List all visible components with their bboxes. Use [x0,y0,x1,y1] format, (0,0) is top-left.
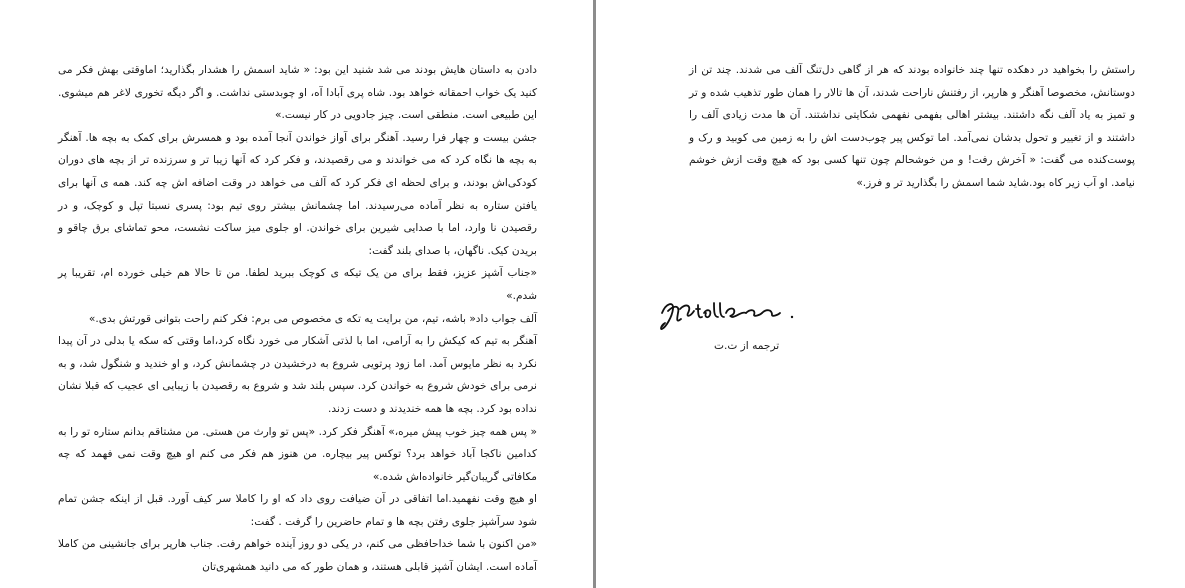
paragraph: دادن به داستان هایش بودند می شد شنید این بود: « شاید اسمش را هشدار بگذارید؛ اماوقتی بهش فکر می کنید یک خواب احمقانه خواهد بود. شاه پری آبادا آه، او چوبدستی نداشت. و اگر دیگه تخوری لاغر هم میشوی. این طبیعی است. منطقی است. چیز جادویی در کار نیست.» [58,64,537,122]
paragraph: جشن بیست و چهار فرا رسید. آهنگر برای آواز خواندن آنجا آمده بود و همسرش برای کمک به بچه ها. آهنگر به بچه ها نگاه کرد که می خواندند و می رقصیدند، و فکر کرد که آنها زیبا تر و سرزنده تر از بچه های دوران کودکی‌اش بودند، و برای لحظه ای فکر کرد که آلف می خواهد در وقت اضافه اش چه کند. همه ی آنها برای یافتن ستاره به نظر آماده می‌رسیدند. اما چشمانش بیشتر روی تیم بود: پسری نسبتا تپل و کوچک، و در رقصیدن نا وارد، اما با صدایی شیرین برای خواندن. او جلوی میز ساکت نشست، محو تماشای برق چاقو و بریدن کیک. ناگهان، با صدای بلند گفت: [58,131,537,257]
paragraph: او هیچ وقت نفهمید.اما اتفاقی در آن ضیافت روی داد که او را کاملا سر کیف آورد. قبل از اینکه جشن تمام شود سرآشپز جلوی رفتن بچه ها و تمام حاضرین را گرفت . گفت: [58,493,537,528]
paragraph: آلف جواب داد« باشه، تیم، من برایت یه تکه ی مخصوص می برم: فکر کنم راحت بتوانی قورتش بدی.» [88,312,537,325]
paragraph: «جناب آشپز عزیز، فقط برای من یک تیکه ی کوچک ببرید لطفا. من تا حالا هم خیلی خورده ام، تقریبا پر شدم.» [58,267,537,302]
paragraph: راستش را بخواهید در دهکده تنها چند خانواده بودند که هر از گاهی دل‌تنگ آلف می شدند. چند تن از دوستانش، مخصوصا آهنگر و هارپر، از رفتنش ناراحت شدند، آن ها تالار را همان طور تذهیب شده و تر و تمیز به یاد آلف نگه داشتند. بیشتر اهالی بفهمی نفهمی شکایتی نداشتند. آن ها مدت زیادی آلف را داشتند و از تغییر و تحول بدشان نمی‌آمد. اما توکس پیر چوب‌دست اش را به زمین می کوبید و رک و پوست‌کنده می گفت: « آخرش رفت! و من خوشحالم چون تنها کسی بود که هیچ وقت ازش خوشم نیامد. او آب زیر کاه بود.شاید شما اسمش را بگذارید تر و فرز.» [689,64,1135,189]
right-page-text [689,59,1135,195]
left-page-text [58,59,537,579]
right-page [596,0,1185,588]
paragraph: آهنگر به تیم که کیکش را به آرامی، اما با لذتی آشکار می خورد نگاه کرد،اما وقتی که سکه یا بدلی در آن پیدا نکرد به نظر مایوس آمد. اما زود پرتویی شروع به درخشیدن در چشمانش کرد، و او خندید و شنگول شد، و به نرمی برای خودش شروع به خواندن کرد. سپس بلند شد و شروع به رقصیدن با زیبایی ای عجیب که قبلا نشان نداده بود کرد. بچه ها همه خندیدند و دست زدند. [58,335,537,415]
author-signature [656,295,801,335]
translator-credit: ترجمه از ت.ت [714,340,780,352]
paragraph: «من اکنون با شما خداحافظی می کنم، در یکی دو روز آینده خواهم رفت. جناب هارپر برای جانشینی من کاملا آماده است. ایشان آشپز قابلی هستند، و همان طور که می دانید همشهری‌تان [58,538,537,574]
paragraph: « پس همه چیز خوب پیش میره،» آهنگر فکر کرد. «پس تو وارث من هستی. من مشتاقم بدانم ستاره تو را به کدامین ناکجا آباد خواهد برد؟ توکس پیر بیچاره. من هنوز هم فکر می کنم او هیچ وقت نمی فهمد که چه مکافاتی گریبان‌گیر خانواده‌اش شده.» [58,425,537,483]
